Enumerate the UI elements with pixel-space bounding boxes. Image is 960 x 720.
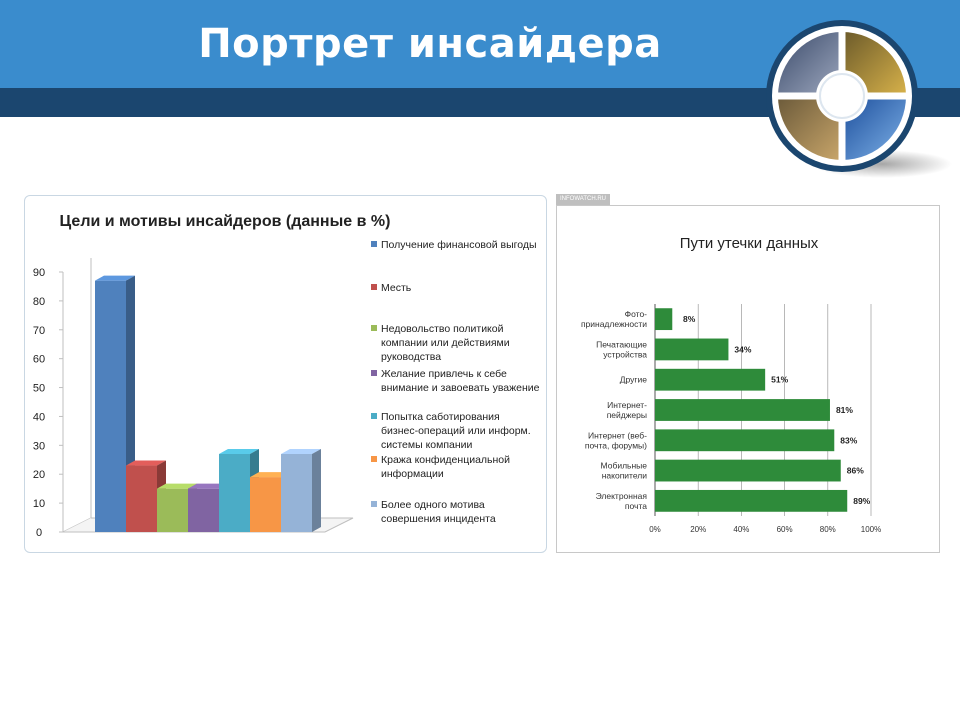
leak-value-label: 89% — [853, 495, 871, 506]
leak-category-label: Печатающие устройства — [596, 339, 647, 360]
motive-bar — [281, 449, 321, 532]
leak-category-label: Другие — [619, 374, 647, 385]
leak-chart-title: Пути утечки данных — [679, 235, 819, 252]
leak-bar-row — [596, 339, 752, 361]
leak-value-label: 83% — [840, 435, 858, 446]
leak-bar-row — [620, 369, 789, 391]
y-tick-label: 70 — [32, 324, 46, 337]
motives-chart-panel — [24, 195, 547, 553]
legend-swatch — [371, 501, 377, 507]
leak-value-label: 51% — [771, 374, 789, 385]
y-tick-label: 60 — [32, 353, 46, 366]
x-tick-label: 80% — [819, 525, 836, 534]
legend-label: Желание привлечь к себе внимание и завоевать уважение — [381, 368, 540, 394]
x-tick-label: 60% — [776, 525, 793, 534]
leak-bar-row — [596, 490, 871, 512]
x-tick-label: 40% — [733, 525, 750, 534]
y-tick-label: 80 — [32, 295, 46, 308]
y-tick-label: 30 — [32, 440, 46, 453]
legend-swatch — [371, 370, 377, 376]
legend-swatch — [371, 325, 377, 331]
legend-label: Месть — [381, 282, 412, 294]
leak-bar — [655, 429, 834, 451]
legend-label: Получение финансовой выгоды — [381, 239, 537, 251]
legend-item — [371, 411, 531, 451]
legend-swatch — [371, 284, 377, 290]
leak-category-label: Интернет-пейджеры — [606, 400, 647, 420]
y-tick-label: 90 — [32, 267, 46, 279]
legend-item — [371, 368, 540, 394]
leak-bar-row — [601, 460, 865, 482]
legend-item — [371, 454, 510, 480]
legend-item — [371, 239, 537, 251]
leak-chart — [557, 206, 939, 552]
leak-bar — [655, 369, 765, 391]
logo-disc-icon — [762, 16, 952, 186]
leak-category-label: Интернет (веб-почта, форумы) — [584, 430, 647, 451]
legend-label: Недовольство политикой компании или действиями руководства — [381, 323, 510, 363]
leak-category-label: Электронная почта — [595, 490, 647, 511]
legend-swatch — [371, 241, 377, 247]
leak-bar-row — [585, 429, 858, 451]
leak-category-label: Мобильные накопители — [600, 460, 647, 481]
x-tick-label: 20% — [690, 525, 707, 534]
leak-bar — [655, 308, 672, 330]
leak-category-label: Фото-принадлежности — [580, 309, 647, 330]
leak-value-label: 34% — [734, 344, 752, 355]
leak-value-label: 8% — [682, 314, 696, 325]
leak-bar — [655, 490, 847, 512]
legend-item — [371, 282, 412, 294]
y-tick-label: 0 — [35, 527, 43, 539]
legend-swatch — [371, 413, 377, 419]
leak-value-label: 81% — [835, 405, 853, 415]
leak-bar-row — [607, 399, 854, 421]
y-tick-label: 10 — [32, 498, 46, 511]
legend-label: Попытка саботирования бизнес-операций или информ. системы компании — [381, 411, 531, 451]
leak-bar — [655, 460, 841, 482]
y-tick-label: 40 — [32, 411, 46, 424]
leak-bar — [655, 339, 728, 361]
x-tick-label: 100% — [860, 525, 882, 534]
motives-chart-title: Цели и мотивы инсайдеров (данные в %) — [59, 213, 391, 230]
y-tick-label: 20 — [32, 469, 46, 482]
leak-value-label: 86% — [846, 465, 864, 476]
legend-swatch — [371, 456, 377, 462]
slide-title: Портрет инсайдера — [198, 21, 662, 67]
y-tick-label: 50 — [32, 382, 46, 395]
legend-item — [371, 499, 496, 525]
legend-label: Более одного мотива совершения инцидента — [381, 499, 496, 525]
x-tick-label: 0% — [649, 525, 661, 534]
source-tag: INFOWATCH.RU — [556, 194, 610, 205]
legend-label: Кража конфиденциальной информации — [381, 454, 511, 480]
leak-chart-panel — [556, 205, 940, 553]
leak-bar — [655, 399, 830, 421]
motives-chart — [25, 196, 546, 552]
legend-item — [371, 323, 510, 363]
leak-bar-row — [581, 308, 696, 330]
